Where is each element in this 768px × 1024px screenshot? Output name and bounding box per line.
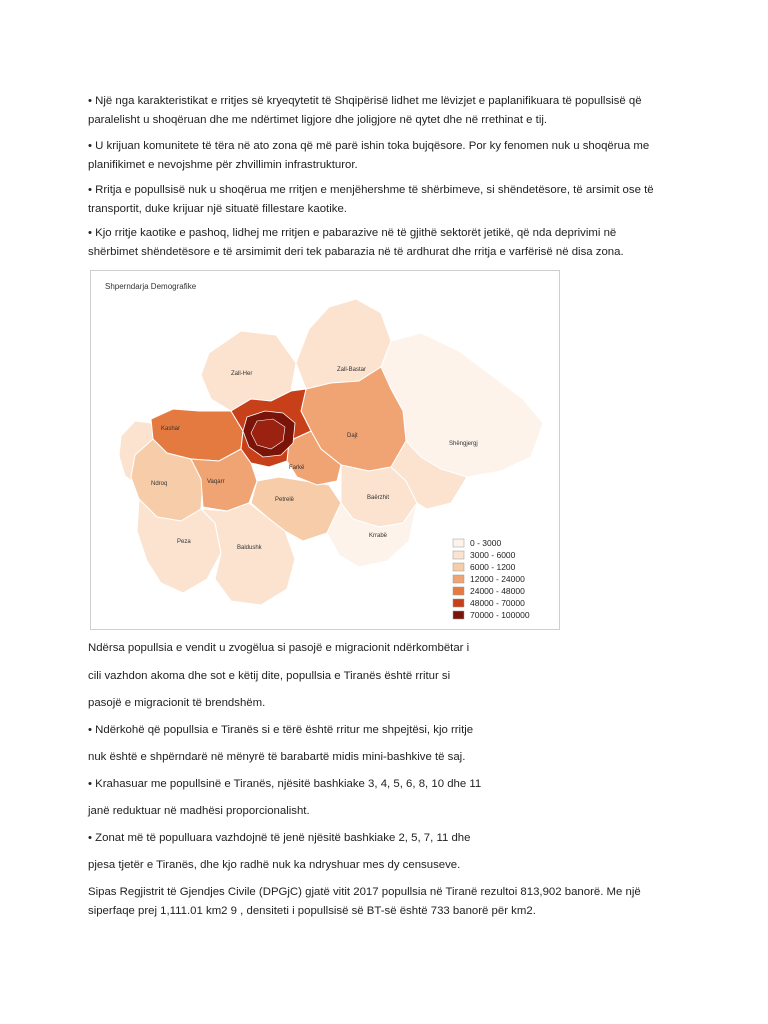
text-line: nuk është e shpërndarë në mënyrë të barabartë midis mini-bashkive të saj.: [88, 751, 466, 763]
legend-label: 6000 - 1200: [470, 562, 516, 572]
population-map-figure: [90, 270, 560, 630]
legend-label: 12000 - 24000: [470, 574, 525, 584]
legend-label: 48000 - 70000: [470, 598, 525, 608]
map-label-kashar: Kashar: [161, 426, 181, 432]
body-line-1: [88, 639, 688, 658]
legend-label: 0 - 3000: [470, 538, 502, 548]
map-label-zall-her: Zall-Her: [231, 371, 253, 377]
text-line: • Rritja e popullsisë nuk u shoqërua me rritjen e menjëhershme të shërbimeve, si shëndetësore, të arsimit ose të: [88, 184, 654, 196]
text-line: janë reduktuar në madhësi proporcionalisht.: [88, 805, 310, 817]
body-line-4: [88, 721, 688, 740]
legend-swatch: [453, 611, 464, 619]
map-label-zall-bastar: Zall-Bastar: [337, 367, 367, 373]
text-line: planifikimet e nevojshme për zhvillimin infrastrukturor.: [88, 159, 358, 171]
text-line: paralelisht u shoqëruan dhe me ndërtimet ligjore dhe joligjore në qytet dhe në rrethinat e tij.: [88, 114, 548, 126]
map-title: Shperndarja Demografike: [105, 282, 197, 291]
intro-bullet-4: [88, 224, 688, 262]
text-line: Ndërsa popullsia e vendit u zvogëlua si pasojë e migracionit ndërkombëtar i: [88, 642, 470, 654]
body-line-2: [88, 667, 688, 686]
legend-swatch: [453, 599, 464, 607]
map-label-baldushk: Baldushk: [237, 545, 262, 551]
text-line: • Krahasuar me popullsinë e Tiranës, njësitë bashkiake 3, 4, 5, 6, 8, 10 dhe 11: [88, 778, 482, 790]
final-paragraph: [88, 883, 688, 921]
body-line-8: [88, 829, 688, 848]
body-line-3: [88, 694, 688, 713]
text-line: • Kjo rritje kaotike e pashoq, lidhej me rritjen e pabarazive në të gjithë sektorët jetikë, që nda deprivimi në: [88, 227, 617, 239]
map-label-vaqarr: Vaqarr: [207, 479, 225, 485]
map-label-dajt: Dajt: [347, 433, 358, 439]
body-line-9: [88, 856, 688, 875]
map-label-shengjergj: Shëngjergj: [449, 441, 478, 447]
text-line: cili vazhdon akoma dhe sot e këtij dite, popullsia e Tiranës është rritur si: [88, 670, 451, 682]
map-label-peze: Peza: [177, 539, 191, 545]
text-line: pasojë e migracionit të brendshëm.: [88, 697, 266, 709]
text-line: transportit, duke krijuar një situatë fillestare kaotike.: [88, 203, 347, 215]
text-line: Sipas Regjistrit të Gjendjes Civile (DPGjC) gjatë vitit 2017 popullsia në Tiranë rezultoi 813,902 banorë. Me një: [88, 886, 641, 898]
map-label-krrabe: Krrabë: [369, 533, 388, 539]
text-line: • U krijuan komunitete të tëra në ato zona që më parë ishin toka bujqësore. Por ky fenomen nuk u shoqërua me: [88, 140, 650, 152]
legend-label: 3000 - 6000: [470, 550, 516, 560]
text-line: • Një nga karakteristikat e rritjes së kryeqytetit të Shqipërisë lidhet me lëvizjet e paplanifikuara të popullsisë që: [88, 95, 642, 107]
text-line: • Ndërkohë që popullsia e Tiranës si e tërë është rritur me shpejtësi, kjo rritje: [88, 724, 474, 736]
intro-bullet-2: [88, 137, 688, 175]
map-label-baerzhit: Baërzhit: [367, 495, 390, 501]
legend-swatch: [453, 563, 464, 571]
text-line: • Zonat më të populluara vazhdojnë të jenë njësitë bashkiake 2, 5, 7, 11 dhe: [88, 832, 471, 844]
map-legend: [453, 538, 530, 620]
population-map: [91, 271, 559, 629]
legend-swatch: [453, 575, 464, 583]
intro-bullet-3: [88, 181, 688, 219]
legend-label: 24000 - 48000: [470, 586, 525, 596]
legend-swatch: [453, 587, 464, 595]
legend-swatch: [453, 551, 464, 559]
legend-label: 70000 - 100000: [470, 610, 530, 620]
body-line-6: [88, 775, 688, 794]
body-line-5: [88, 748, 688, 767]
legend-swatch: [453, 539, 464, 547]
map-label-petrele: Petrelë: [275, 497, 295, 503]
text-line: shërbimet shëndetësore e të arsimimit deri tek pabarazia në të ardhurat dhe rritja e varfërisë në disa zona.: [88, 246, 624, 258]
text-line: siperfaqe prej 1,111.01 km2 9 , densiteti i popullsisë së BT-së është 733 banorë për km2.: [88, 905, 536, 917]
intro-bullet-1: [88, 92, 688, 130]
body-line-7: [88, 802, 688, 821]
map-label-farke: Farkë: [289, 465, 305, 471]
text-line: pjesa tjetër e Tiranës, dhe kjo radhë nuk ka ndryshuar mes dy censuseve.: [88, 859, 461, 871]
map-label-ndroq: Ndroq: [151, 481, 168, 487]
